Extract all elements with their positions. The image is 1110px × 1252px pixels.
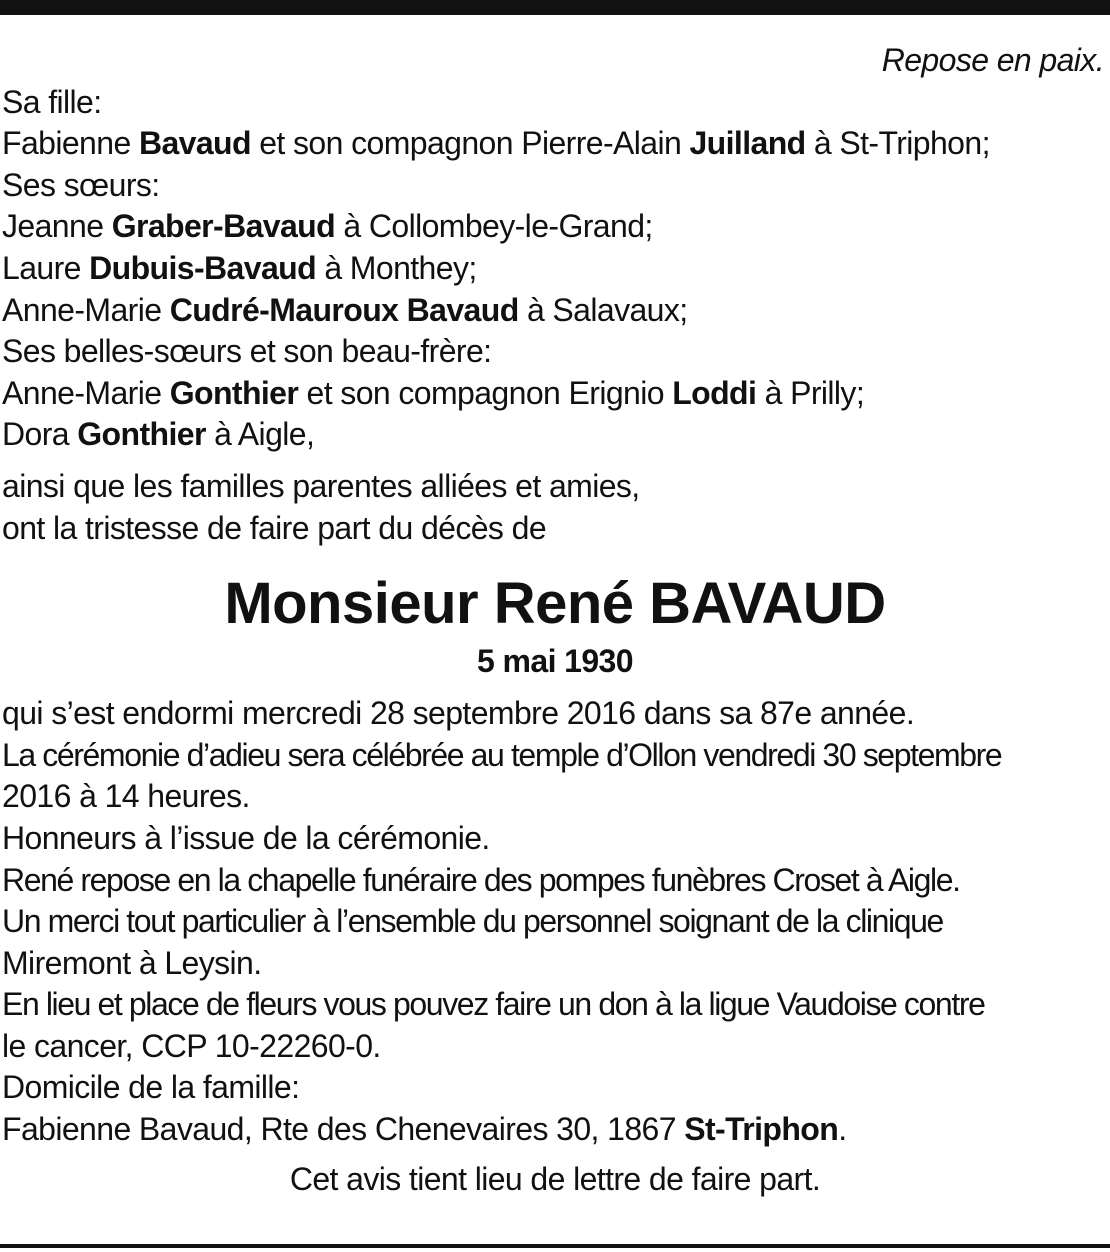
address-locality: St-Triphon	[684, 1111, 839, 1148]
top-border-rule	[0, 0, 1110, 15]
intro-line-1: ainsi que les familles parentes alliées et amies,	[2, 467, 640, 504]
obituary-notice	[2, 40, 1108, 1200]
spacer	[2, 456, 1108, 466]
surname: Gonthier	[77, 416, 206, 453]
bottom-border-rule	[0, 1244, 1110, 1248]
intro-line-2: ont la tristesse de faire part du décès de	[2, 509, 547, 546]
surname: Gonthier	[169, 374, 299, 411]
closing-phrase: Repose en paix.	[881, 42, 1104, 78]
inlaws-heading: Ses belles-sœurs et son beau-frère:	[2, 333, 492, 370]
details-line-4: Honneurs à l’issue de la cérémonie.	[2, 819, 490, 856]
details-line-7: Miremont à Leysin.	[2, 944, 262, 981]
deceased-name: Monsieur René BAVAUD	[224, 571, 886, 637]
details-line-8: En lieu et place de fleurs vous pouvez faire un don à la ligue Vaudoise contre	[2, 986, 985, 1023]
details-line-5: René repose en la chapelle funéraire des pompes funèbres Croset à Aigle.	[2, 861, 960, 898]
details-line-6: Un merci tout particulier à l’ensemble du personnel soignant de la clinique	[2, 903, 943, 940]
surname-bavaud: Bavaud	[138, 125, 251, 162]
details-line-9: le cancer, CCP 10-22260-0.	[2, 1027, 381, 1064]
family-address: Fabienne Bavaud, Rte des Chenevaires 30, 1867 St-Triphon.	[2, 1111, 847, 1148]
details-line-3: 2016 à 14 heures.	[2, 778, 250, 815]
sister-line-3: Anne-Marie Cudré-Mauroux Bavaud à Salavaux;	[2, 291, 688, 328]
surname: Loddi	[672, 374, 757, 411]
surname: Cudré-Mauroux Bavaud	[169, 291, 519, 328]
daughter-heading: Sa fille:	[2, 83, 102, 120]
sisters-heading: Ses sœurs:	[2, 166, 160, 203]
sister-line-1: Jeanne Graber-Bavaud à Collombey-le-Grand;	[2, 208, 653, 245]
inlaw-line-2: Dora Gonthier à Aigle,	[2, 416, 315, 453]
inlaw-line-1: Anne-Marie Gonthier et son compagnon Erignio Loddi à Prilly;	[2, 374, 865, 411]
sister-line-2: Laure Dubuis-Bavaud à Monthey;	[2, 249, 477, 286]
details-line-2: La cérémonie d’adieu sera célébrée au temple d’Ollon vendredi 30 septembre	[2, 736, 1002, 773]
details-line-1: qui s’est endormi mercredi 28 septembre 2016 dans sa 87e année.	[2, 695, 915, 732]
birth-date: 5 mai 1930	[477, 643, 633, 680]
surname: Dubuis-Bavaud	[89, 249, 317, 286]
surname-juilland: Juilland	[689, 125, 806, 162]
surname: Graber-Bavaud	[111, 208, 336, 245]
footer-note: Cet avis tient lieu de lettre de faire part.	[289, 1160, 821, 1197]
details-line-10: Domicile de la famille:	[2, 1069, 300, 1106]
daughter-line: Fabienne Bavaud et son compagnon Pierre-Alain Juilland à St-Triphon;	[2, 125, 990, 162]
